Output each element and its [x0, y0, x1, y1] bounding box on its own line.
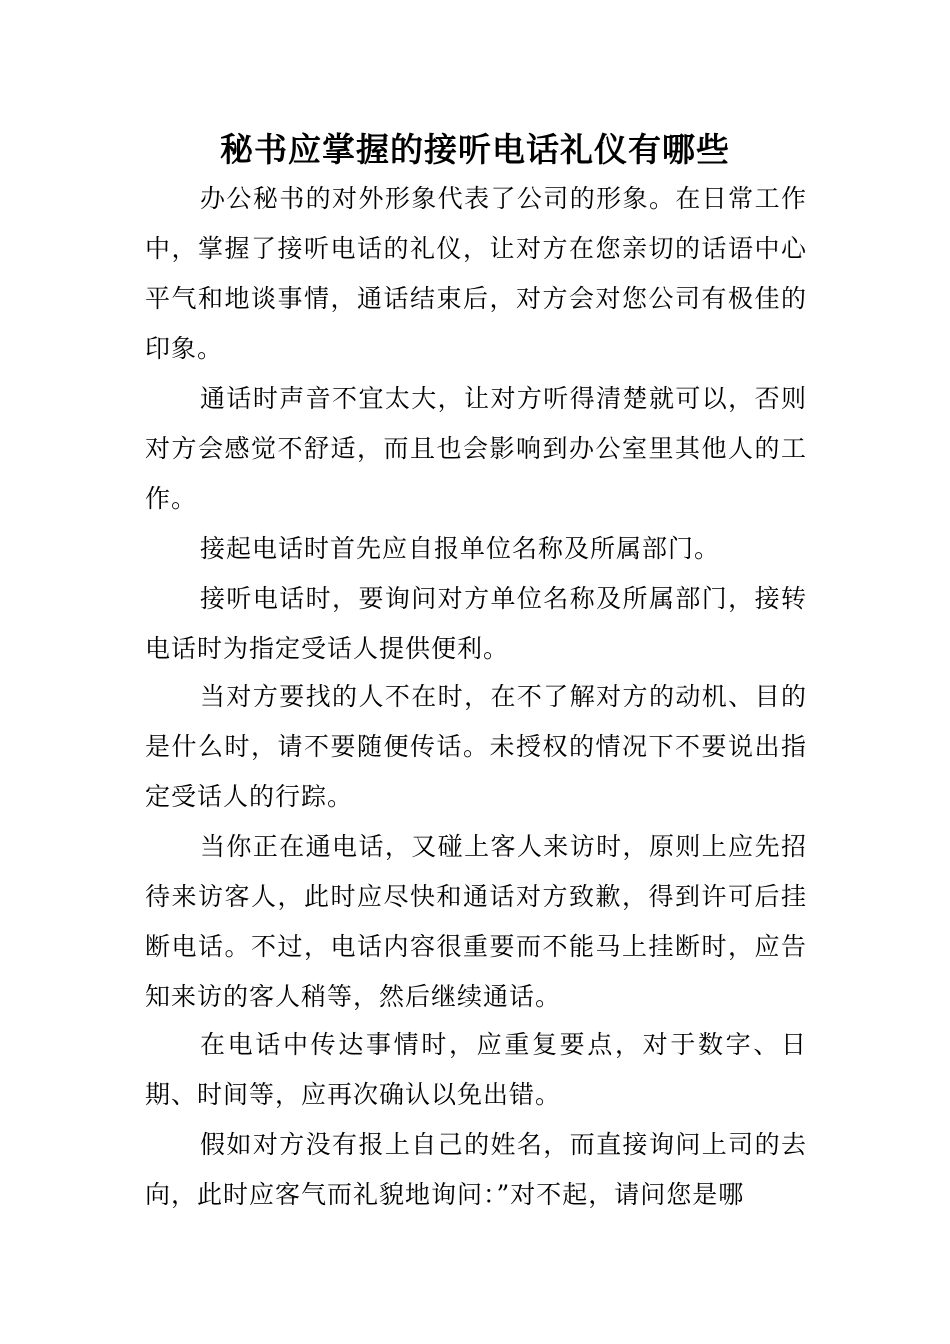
paragraph-4: 接听电话时，要询问对方单位名称及所属部门，接转电话时为指定受话人提供便利。 — [145, 584, 807, 663]
paragraph-3: 接起电话时首先应自报单位名称及所属部门。 — [200, 534, 721, 563]
paragraph-1: 办公秘书的对外形象代表了公司的形象。在日常工作中，掌握了接听电话的礼仪，让对方在您亲切的话语中心平气和地谈事情，通话结束后，对方会对您公司有极佳的印象。 — [145, 184, 807, 363]
paragraph-7: 在电话中传达事情时，应重复要点，对于数字、日期、时间等，应再次确认以免出错。 — [145, 1030, 807, 1109]
paragraph-8: 假如对方没有报上自己的姓名，而直接询问上司的去向，此时应客气而礼貌地询问：”对不起，请问您是哪 — [145, 1130, 807, 1209]
paragraph-6: 当你正在通电话，又碰上客人来访时，原则上应先招待来访客人，此时应尽快和通话对方致歉，得到许可后挂断电话。不过，电话内容很重要而不能马上挂断时，应告知来访的客人稍等，然后继续通话。 — [145, 832, 807, 1011]
document-title: 秘书应掌握的接听电话礼仪有哪些 — [220, 130, 730, 169]
paragraph-2: 通话时声音不宜太大，让对方听得清楚就可以，否则对方会感觉不舒适，而且也会影响到办公室里其他人的工作。 — [145, 384, 807, 513]
paragraph-5: 当对方要找的人不在时，在不了解对方的动机、目的是什么时，请不要随便传话。未授权的情况下不要说出指定受话人的行踪。 — [145, 682, 807, 811]
